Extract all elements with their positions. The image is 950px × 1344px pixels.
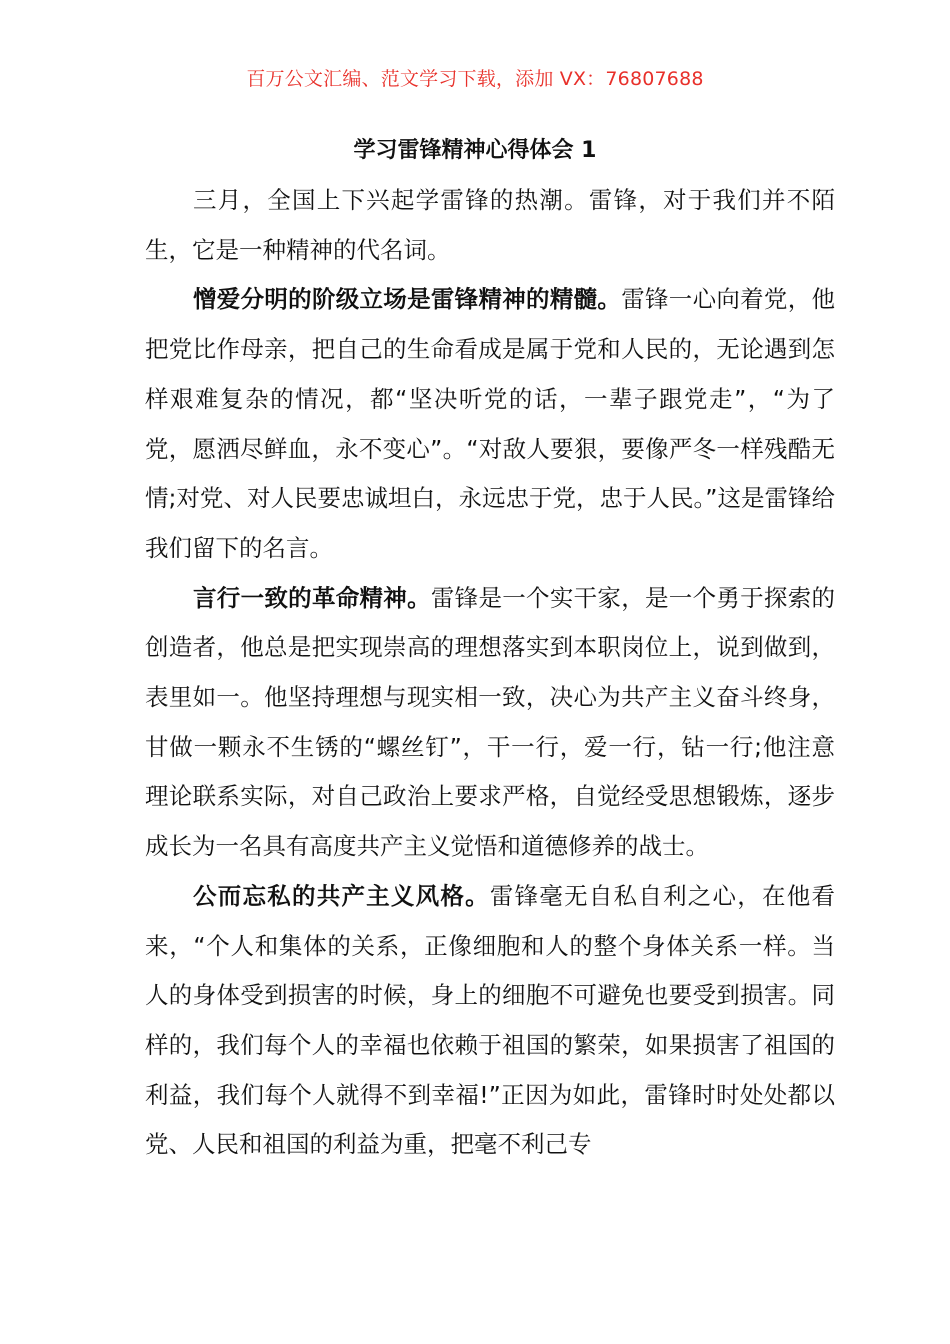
- document-body: [145, 176, 835, 1170]
- paragraph-4: [145, 872, 835, 1170]
- paragraph-4-heading: 公而忘私的共产主义风格。: [193, 881, 490, 910]
- header-banner: 百万公文汇编、范文学习下载，添加 VX：76807688: [246, 68, 704, 90]
- document-title: 学习雷锋精神心得体会 1: [353, 138, 597, 163]
- paragraph-3-text: 雷锋是一个实干家，是一个勇于探索的创造者，他总是把实现崇高的理想落实到本职岗位上，说到做到，表里如一。他坚持理想与现实相一致，决心为共产主义奋斗终身，甘做一颗永不生锈的“螺丝钉”，干一行，爱一行，钻一行;他注意理论联系实际，对自己政治上要求严格，自觉经受思想锻炼，逐步成长为一名具有高度共产主义觉悟和道德修养的战士。: [145, 583, 836, 861]
- paragraph-4-text: 雷锋毫无自私自利之心，在他看来，“个人和集体的关系，正像细胞和人的整个身体关系一样。当人的身体受到损害的时候，身上的细胞不可避免也要受到损害。同样的，我们每个人的幸福也依赖于祖国的繁荣，如果损害了祖国的利益，我们每个人就得不到幸福!”正因为如此，雷锋时时处处都以党、人民和祖国的利益为重，把毫不利己专: [145, 881, 836, 1159]
- paragraph-1: [145, 176, 835, 275]
- paragraph-2-text: 雷锋一心向着党，他把党比作母亲，把自己的生命看成是属于党和人民的，无论遇到怎样艰难复杂的情况，都“坚决听党的话，一辈子跟党走”，“为了党，愿洒尽鲜血，永不变心”。“对敌人要狠，要像严冬一样残酷无情;对党、对人民要忠诚坦白，永远忠于党，忠于人民。”这是雷锋给我们留下的名言。: [145, 285, 836, 562]
- paragraph-2: [145, 275, 835, 573]
- paragraph-3-heading: 言行一致的革命精神。: [193, 583, 431, 612]
- paragraph-2-heading: 憎爱分明的阶级立场是雷锋精神的精髓。: [193, 285, 622, 314]
- paragraph-1-text: 三月，全国上下兴起学雷锋的热潮。雷锋，对于我们并不陌生，它是一种精神的代名词。: [145, 186, 835, 264]
- paragraph-3: [145, 574, 835, 872]
